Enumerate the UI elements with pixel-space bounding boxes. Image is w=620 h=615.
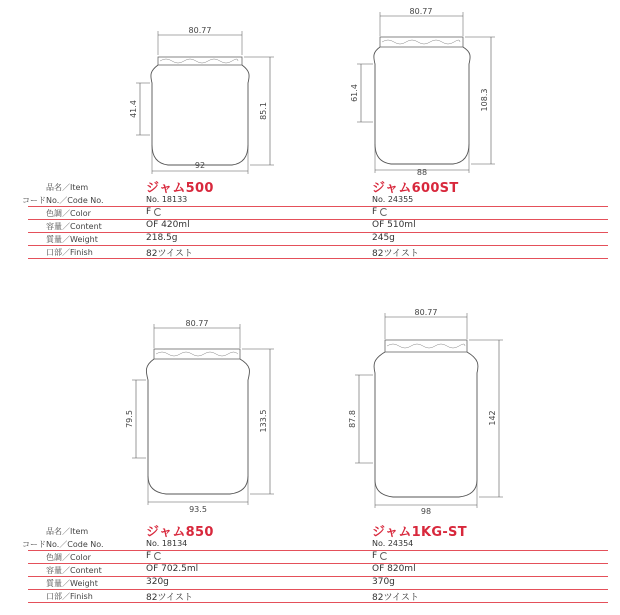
dim-body-width: 92 — [194, 161, 206, 170]
product-finish: 82ツイスト — [146, 593, 193, 603]
label-finish: 口部／Finish — [46, 248, 93, 257]
dim-total-height: 142 — [488, 410, 497, 426]
row-divider — [28, 550, 608, 551]
product-content: OF 510ml — [372, 220, 416, 230]
dim-total-height: 133.5 — [259, 409, 268, 433]
label-code: コードNo.／Code No. — [22, 540, 104, 549]
dim-body-width: 93.5 — [189, 505, 207, 514]
product-name: ジャム1KG-ST — [372, 525, 467, 540]
label-content: 容量／Content — [46, 566, 102, 575]
dim-top-width: 80.77 — [409, 7, 433, 16]
product-finish: 82ツイスト — [372, 593, 419, 603]
row-divider — [28, 602, 608, 603]
dim-total-height: 108.3 — [480, 88, 489, 112]
jar-drawing-jam850 — [118, 316, 293, 516]
product-finish: 82ツイスト — [372, 249, 419, 259]
label-item: 品名／Item — [46, 183, 89, 192]
row-divider — [28, 245, 608, 246]
product-code: No. 18133 — [146, 195, 188, 204]
product-code: No. 24355 — [372, 195, 414, 204]
product-name: ジャム500 — [146, 181, 214, 196]
row-divider — [28, 589, 608, 590]
product-code: No. 18134 — [146, 539, 188, 548]
label-color: 色調／Color — [46, 209, 91, 218]
product-content: OF 820ml — [372, 564, 416, 574]
row-divider — [28, 258, 608, 259]
product-weight: 320g — [146, 577, 169, 587]
label-weight: 質量／Weight — [46, 579, 98, 588]
label-color: 色調／Color — [46, 553, 91, 562]
row-divider — [28, 219, 608, 220]
color-swatch-icon — [154, 552, 162, 560]
dim-body-height: 61.4 — [350, 84, 359, 102]
dim-body-height: 87.8 — [348, 410, 357, 428]
dim-total-height: 85.1 — [259, 102, 268, 120]
jar-drawing-jam600st — [345, 4, 515, 176]
product-name: ジャム600ST — [372, 181, 459, 196]
dim-body-width: 98 — [420, 507, 432, 516]
product-content: OF 420ml — [146, 220, 190, 230]
label-content: 容量／Content — [46, 222, 102, 231]
color-swatch-icon — [380, 552, 388, 560]
product-weight: 370g — [372, 577, 395, 587]
row-divider — [28, 563, 608, 564]
label-item: 品名／Item — [46, 527, 89, 536]
row-divider — [28, 206, 608, 207]
dim-top-width: 80.77 — [414, 308, 438, 317]
product-color: F — [372, 551, 388, 561]
product-color: F — [146, 207, 162, 217]
row-divider — [28, 576, 608, 577]
color-swatch-icon — [380, 208, 388, 216]
product-content: OF 702.5ml — [146, 564, 199, 574]
row-divider — [28, 232, 608, 233]
product-code: No. 24354 — [372, 539, 414, 548]
label-finish: 口部／Finish — [46, 592, 93, 601]
product-color: F — [372, 207, 388, 217]
jar-drawing-jam1kg-st — [345, 305, 520, 519]
color-swatch-icon — [154, 208, 162, 216]
product-name: ジャム850 — [146, 525, 214, 540]
dim-body-height: 79.5 — [125, 410, 134, 428]
label-code: コードNo.／Code No. — [22, 196, 104, 205]
product-color: F — [146, 551, 162, 561]
dim-body-height: 41.4 — [129, 100, 138, 118]
label-weight: 質量／Weight — [46, 235, 98, 244]
dim-top-width: 80.77 — [185, 319, 209, 328]
jar-drawing-jam500 — [120, 25, 290, 175]
product-finish: 82ツイスト — [146, 249, 193, 259]
dim-top-width: 80.77 — [188, 26, 212, 35]
product-weight: 245g — [372, 233, 395, 243]
dim-body-width: 88 — [416, 168, 428, 177]
product-weight: 218.5g — [146, 233, 178, 243]
